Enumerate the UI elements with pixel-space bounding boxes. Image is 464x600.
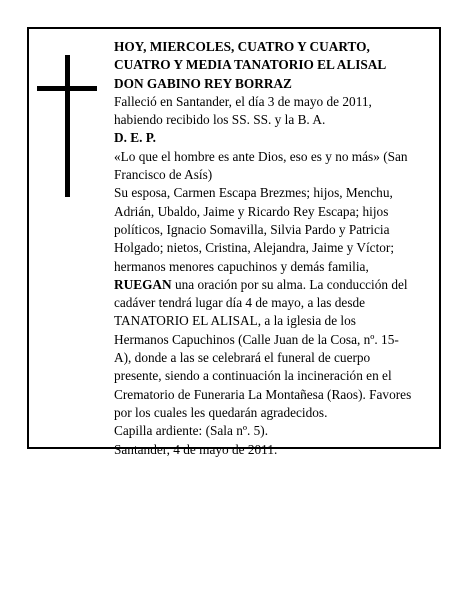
death-statement: Falleció en Santander, el día 3 de mayo de 2011, habiendo recibido los SS. SS. y la B. A. <box>114 93 372 128</box>
quote: «Lo que el hombre es ante Dios, eso es y no más» (San Francisco de Asís) <box>114 148 408 183</box>
obituary-text <box>114 38 412 459</box>
place-date: Santander, 4 de mayo de 2011. <box>114 441 278 457</box>
ruegan-label: RUEGAN <box>114 276 172 292</box>
notice-heading: HOY, MIERCOLES, CUATRO Y CUARTO, CUATRO Y MEDIA TANATORIO EL ALISAL <box>114 39 387 73</box>
cross-horizontal-bar <box>37 86 97 91</box>
request-paragraph <box>114 276 412 422</box>
deceased-name: DON GABINO REY BORRAZ <box>114 75 292 91</box>
cross-icon <box>37 55 97 197</box>
family-list: Su esposa, Carmen Escapa Brezmes; hijos, Menchu, Adrián, Ubaldo, Jaime y Ricardo Rey Escapa; hijos políticos, Ignacio Somavilla, Silvia Pardo y Patricia Holgado; nietos, Cristina, Alejandra, Jaime y Víctor; hermanos menores capuchinos y demás familia, <box>114 185 395 274</box>
cross-vertical-bar <box>65 55 70 197</box>
chapel-info: Capilla ardiente: (Sala nº. 5). <box>114 423 269 439</box>
request-text: una oración por su alma. La conducción del cadáver tendrá lugar día 4 de mayo, a las desde TANATORIO EL ALISAL, a la iglesia de los Hermanos Capuchinos (Calle Juan de la Cosa, nº. 15-A), donde a las se celebrará el funeral de cuerpo presente, siendo a continuación la incineración en el Crematorio de Funeraria La Montañesa (Raos). Favores por los cuales les quedarán agradecidos. <box>114 276 412 420</box>
dep-abbreviation: D. E. P. <box>114 130 156 146</box>
